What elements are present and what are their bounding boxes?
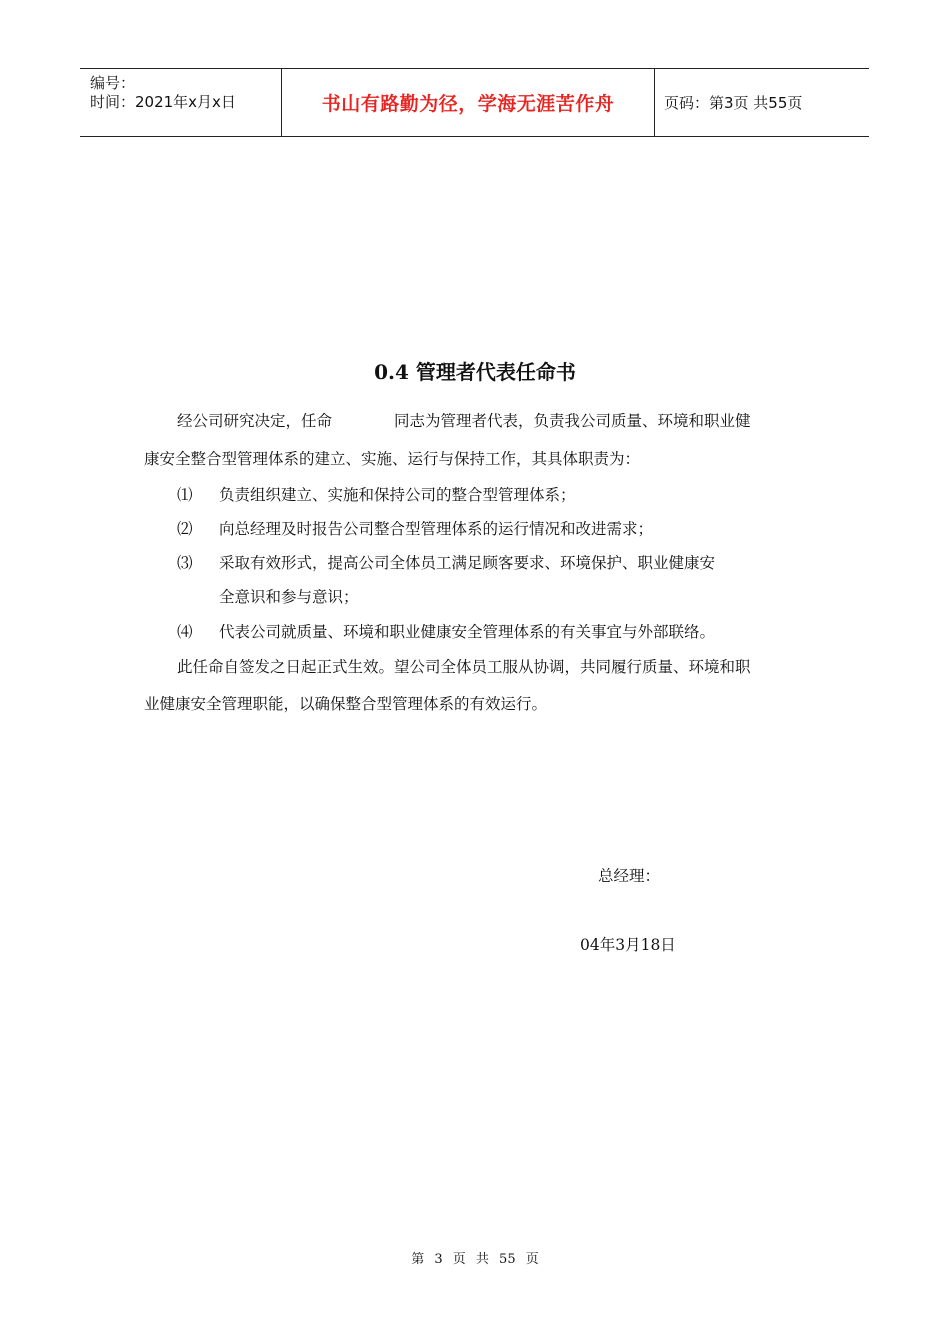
list-number: ⑶: [177, 554, 193, 572]
list-item: [177, 483, 576, 505]
list-item: [177, 517, 653, 539]
list-item: [177, 551, 715, 573]
code-label: 编号：: [90, 74, 136, 92]
intro-part-2: 同志为管理者代表，负责我公司质量、环境和职业健: [394, 412, 751, 430]
document-header: [80, 68, 869, 137]
header-motto-cell: [281, 69, 655, 136]
header-left-cell: [80, 69, 281, 136]
intro-line-2: 康安全整合型管理体系的建立、实施、运行与保持工作，其具体职责为：: [144, 450, 641, 468]
page-footer: 第 3 页 共 55 页: [411, 1252, 539, 1267]
list-number: ⑵: [177, 520, 193, 538]
page-info: 页码：第3页 共55页: [664, 94, 803, 112]
list-number: ⑴: [177, 486, 193, 504]
list-item-continuation: [177, 585, 359, 607]
header-page-cell: [654, 69, 869, 136]
date-label: 时间：2021年x月x日: [90, 93, 236, 111]
closing-line-2: 业健康安全管理职能，以确保整合型管理体系的有效运行。: [144, 695, 548, 713]
intro-line-1: [177, 409, 751, 431]
intro-part-1: 经公司研究决定，任命: [177, 412, 333, 430]
list-text: 代表公司就质量、环境和职业健康安全管理体系的有关事宜与外部联络。: [219, 623, 716, 641]
document-title: 0.4 管理者代表任命书: [374, 360, 576, 384]
closing-line-1: 此任命自签发之日起正式生效。望公司全体员工服从协调，共同履行质量、环境和职: [177, 658, 751, 676]
list-text: 采取有效形式，提高公司全体员工满足顾客要求、环境保护、职业健康安: [219, 554, 716, 572]
list-text: 负责组织建立、实施和保持公司的整合型管理体系；: [219, 486, 576, 504]
list-text: 全意识和参与意识；: [219, 588, 359, 606]
list-number: ⑷: [177, 623, 193, 641]
list-text: 向总经理及时报告公司整合型管理体系的运行情况和改进需求；: [219, 520, 654, 538]
motto-text: 书山有路勤为径，学海无涯苦作舟: [321, 93, 615, 115]
signature-date: 04年3月18日: [580, 936, 676, 954]
signature-label: 总经理：: [598, 867, 661, 885]
list-item: [177, 620, 715, 642]
